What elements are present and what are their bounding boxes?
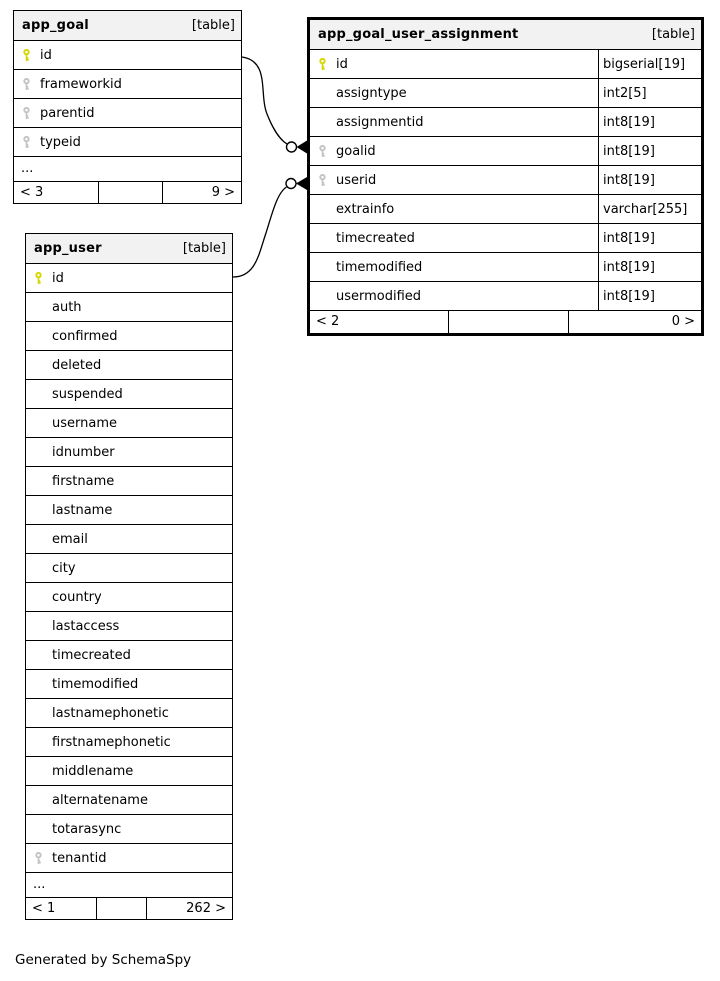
- column-name: id: [52, 270, 64, 286]
- column-name: assigntype: [336, 85, 407, 101]
- table-title[interactable]: app_user: [34, 241, 102, 256]
- column-list: [26, 263, 232, 872]
- column-row-firstname: [26, 466, 232, 495]
- footer-spacer-cell: [98, 182, 162, 204]
- table-title[interactable]: app_goal_user_assignment: [318, 27, 519, 42]
- column-list: [14, 40, 241, 156]
- column-row-id: [14, 40, 241, 69]
- column-row-email: [26, 524, 232, 553]
- column-row-usermodified: [310, 281, 701, 310]
- column-list: [310, 49, 701, 310]
- footer-spacer-cell: [448, 311, 568, 333]
- relationship-curve-goalid: [242, 57, 287, 144]
- fk-arrowhead-userid: [296, 177, 307, 190]
- footer-spacer-cell: [96, 898, 146, 920]
- column-row-lastnamephonetic: [26, 698, 232, 727]
- column-row-id: [26, 263, 232, 292]
- column-name: city: [52, 560, 76, 576]
- column-name: goalid: [336, 143, 376, 159]
- column-row-assigntype: [310, 78, 701, 107]
- ellipsis-row: ...: [14, 156, 241, 181]
- table-header: [14, 11, 241, 40]
- column-row-userid: [310, 165, 701, 194]
- column-name: firstname: [52, 473, 115, 489]
- column-type: varchar[255]: [598, 195, 701, 223]
- column-row-frameworkid: [14, 69, 241, 98]
- table-node-app-user[interactable]: [25, 233, 233, 920]
- foreign-key-cell: [310, 145, 336, 158]
- column-name: parentid: [40, 105, 95, 121]
- column-name: assignmentid: [336, 114, 424, 130]
- foreign-key-icon: [22, 78, 31, 91]
- foreign-key-icon: [318, 145, 327, 158]
- column-name: totarasync: [52, 821, 122, 837]
- column-row-auth: [26, 292, 232, 321]
- column-name: userid: [336, 172, 377, 188]
- column-name: deleted: [52, 357, 102, 373]
- column-name: auth: [52, 299, 82, 315]
- column-type: int8[19]: [598, 224, 701, 252]
- column-row-city: [26, 553, 232, 582]
- parents-count: < 1: [32, 900, 56, 916]
- column-name: country: [52, 589, 102, 605]
- foreign-key-cell: [14, 78, 40, 91]
- column-row-timecreated: [310, 223, 701, 252]
- ellipsis-row: ...: [26, 872, 232, 897]
- column-name: middlename: [52, 763, 134, 779]
- column-row-tenantid: [26, 843, 232, 872]
- column-name: alternatename: [52, 792, 148, 808]
- parents-count: < 3: [20, 184, 44, 200]
- fk-arrowhead-goalid: [297, 141, 308, 154]
- column-row-timemodified: [310, 252, 701, 281]
- column-row-totarasync: [26, 814, 232, 843]
- primary-key-cell: [310, 58, 336, 71]
- column-row-firstnamephonetic: [26, 727, 232, 756]
- table-header: [310, 20, 701, 49]
- foreign-key-icon: [22, 107, 31, 120]
- column-name: timecreated: [52, 647, 131, 663]
- primary-key-cell: [26, 272, 52, 285]
- foreign-key-cell: [14, 136, 40, 149]
- table-type-badge: [table]: [182, 241, 226, 256]
- column-type: int8[19]: [598, 282, 701, 310]
- table-node-app-goal-user-assignment[interactable]: [307, 17, 704, 336]
- generated-by-text: Generated by SchemaSpy: [15, 952, 192, 968]
- column-name: extrainfo: [336, 201, 395, 217]
- column-row-lastaccess: [26, 611, 232, 640]
- column-name: timecreated: [336, 230, 415, 246]
- column-name: id: [336, 56, 348, 72]
- column-name: confirmed: [52, 328, 118, 344]
- primary-key-icon: [22, 49, 31, 62]
- foreign-key-icon: [318, 174, 327, 187]
- children-count: 262 >: [146, 898, 232, 920]
- fk-endpoint-circle-goalid: [287, 142, 297, 152]
- column-name: timemodified: [52, 676, 139, 692]
- column-type: int8[19]: [598, 137, 701, 165]
- table-type-badge: [table]: [191, 18, 235, 33]
- column-name: typeid: [40, 134, 81, 150]
- column-row-username: [26, 408, 232, 437]
- parents-count: < 2: [316, 314, 340, 330]
- column-row-assignmentid: [310, 107, 701, 136]
- column-type: int8[19]: [598, 253, 701, 281]
- column-name: id: [40, 47, 52, 63]
- column-name: username: [52, 415, 117, 431]
- column-type: int8[19]: [598, 108, 701, 136]
- column-row-idnumber: [26, 437, 232, 466]
- table-footer: [14, 181, 241, 204]
- column-row-middlename: [26, 756, 232, 785]
- column-row-timecreated: [26, 640, 232, 669]
- primary-key-icon: [34, 272, 43, 285]
- column-type: bigserial[19]: [598, 50, 701, 78]
- table-footer: [310, 310, 701, 333]
- column-row-deleted: [26, 350, 232, 379]
- column-name: timemodified: [336, 259, 423, 275]
- relationship-app-user-id-to-userid: [233, 177, 307, 277]
- table-node-app-goal[interactable]: [13, 10, 242, 204]
- column-name: usermodified: [336, 288, 422, 304]
- table-type-badge: [table]: [651, 27, 695, 42]
- column-name: firstnamephonetic: [52, 734, 171, 750]
- column-type: int2[5]: [598, 79, 701, 107]
- table-header: [26, 234, 232, 263]
- primary-key-cell: [14, 49, 40, 62]
- table-title[interactable]: app_goal: [22, 18, 89, 33]
- column-row-country: [26, 582, 232, 611]
- column-row-suspended: [26, 379, 232, 408]
- column-type: int8[19]: [598, 166, 701, 194]
- primary-key-icon: [318, 58, 327, 71]
- column-name: suspended: [52, 386, 123, 402]
- foreign-key-cell: [310, 174, 336, 187]
- column-name: lastaccess: [52, 618, 120, 634]
- column-name: frameworkid: [40, 76, 122, 92]
- fk-endpoint-circle-userid: [286, 179, 296, 189]
- column-row-parentid: [14, 98, 241, 127]
- column-name: email: [52, 531, 88, 547]
- table-footer: [26, 897, 232, 920]
- column-name: idnumber: [52, 444, 115, 460]
- column-row-confirmed: [26, 321, 232, 350]
- column-row-goalid: [310, 136, 701, 165]
- children-count: 9 >: [162, 182, 241, 204]
- column-name: tenantid: [52, 850, 107, 866]
- children-count: 0 >: [568, 311, 701, 333]
- column-row-extrainfo: [310, 194, 701, 223]
- column-row-typeid: [14, 127, 241, 156]
- column-row-alternatename: [26, 785, 232, 814]
- foreign-key-cell: [14, 107, 40, 120]
- column-row-id: [310, 49, 701, 78]
- column-row-lastname: [26, 495, 232, 524]
- foreign-key-icon: [22, 136, 31, 149]
- column-name: lastname: [52, 502, 113, 518]
- relationship-app-goal-id-to-goalid: [242, 57, 307, 154]
- foreign-key-icon: [34, 852, 43, 865]
- column-name: lastnamephonetic: [52, 705, 169, 721]
- foreign-key-cell: [26, 852, 52, 865]
- column-row-timemodified: [26, 669, 232, 698]
